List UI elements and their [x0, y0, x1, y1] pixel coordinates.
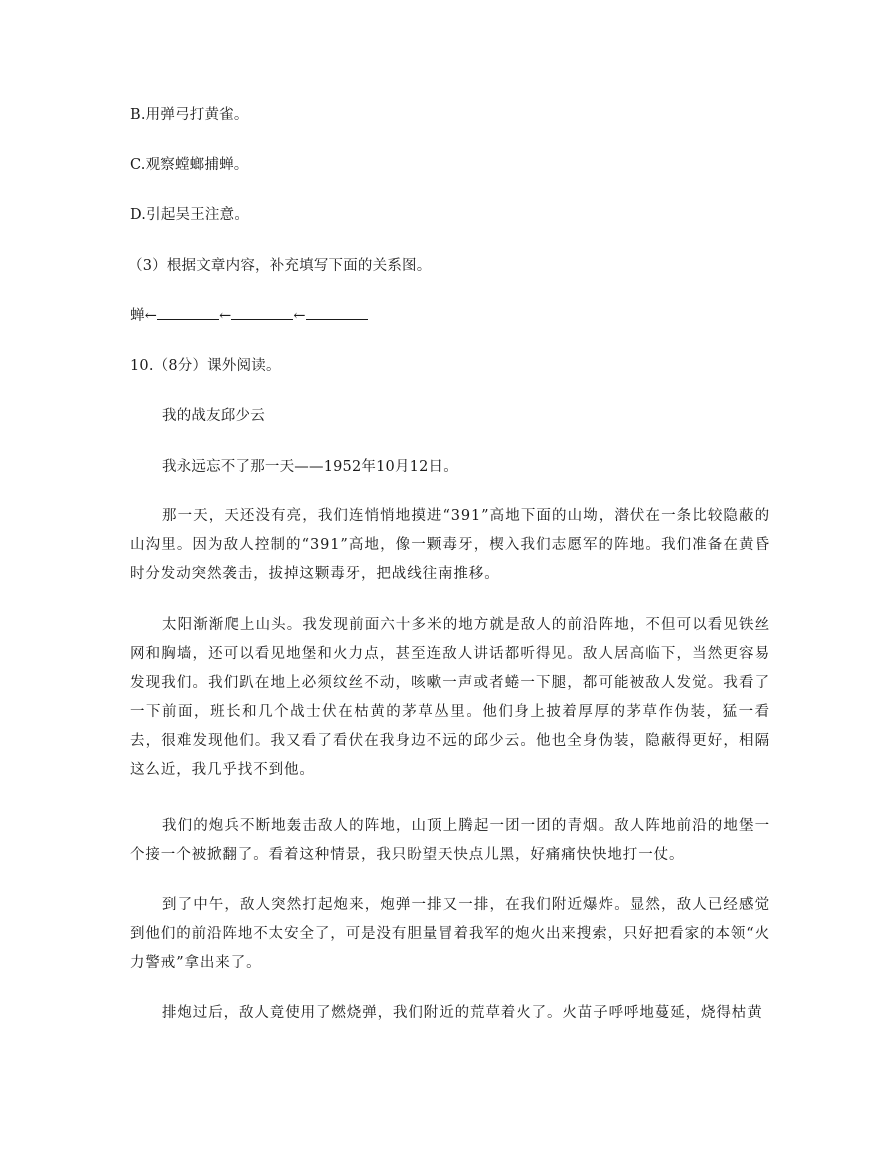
- passage-paragraph-4: 到了中午，敌人突然打起炮来，炮弹一排又一排，在我们附近爆炸。显然，敌人已经感觉到他们的前沿阵地不太安全了，可是没有胆量冒着我军的炮火出来搜索，只好把看家的本领“火力警戒”拿出来了。: [130, 897, 770, 971]
- arrow-icon: ←: [293, 308, 306, 324]
- passage-paragraph-1: 那一天，天还没有亮，我们连悄悄地摸进“391”高地下面的山坳，潜伏在一条比较隐蔽的山沟里。因为敌人控制的“391”高地，像一颗毒牙，楔入我们志愿军的阵地。我们准备在黄昏时分发动突然袭击，拔掉这颗毒牙，把战线往南推移。: [130, 508, 770, 582]
- passage-paragraph-2: 太阳渐渐爬上山头。我发现前面六十多米的地方就是敌人的前沿阵地，不但可以看见铁丝网和胸墙，还可以看见地堡和火力点，甚至连敌人讲话都听得见。敌人居高临下，当然更容易发现我们。我们趴在地上必须纹丝不动，咳嗽一声或者蜷一下腿，都可能被敌人发觉。我看了一下前面，班长和几个战士伏在枯黄的茅草丛里。他们身上披着厚厚的茅草作伪装，猛一看去，很难发现他们。我又看了看伏在我身边不远的邱少云。他也全身伪装，隐蔽得更好，相隔这么近，我几乎找不到他。: [130, 617, 770, 778]
- arrow-icon: ←: [144, 308, 158, 324]
- option-c: C.观察螳螂捕蝉。: [130, 157, 249, 173]
- question-3-prompt: （3）根据文章内容，补充填写下面的关系图。: [128, 258, 432, 274]
- passage-date-line: 我永远忘不了那一天——1952年10月12日。: [162, 459, 458, 475]
- answer-blank-1[interactable]: [157, 307, 219, 320]
- answer-blank-2[interactable]: [231, 307, 293, 320]
- passage-paragraph-5: 排炮过后，敌人竟使用了燃烧弹，我们附近的荒草着火了。火苗子呼呼地蔓延，烧得枯黄: [162, 1005, 763, 1021]
- passage-title: 我的战友邱少云: [162, 408, 265, 424]
- option-b: B.用弹弓打黄雀。: [130, 107, 249, 123]
- question-10-heading: 10.（8分）课外阅读。: [130, 358, 281, 374]
- answer-blank-3[interactable]: [306, 307, 368, 320]
- option-d: D.引起吴王注意。: [130, 207, 250, 223]
- chain-start-label: 蝉: [130, 308, 145, 324]
- relation-chain: [130, 306, 368, 326]
- arrow-icon: ←: [219, 308, 232, 324]
- passage-paragraph-3: 我们的炮兵不断地轰击敌人的阵地，山顶上腾起一团一团的青烟。敌人阵地前沿的地堡一个接一个被掀翻了。看着这种情景，我只盼望天快点儿黑，好痛痛快快地打一仗。: [130, 818, 770, 863]
